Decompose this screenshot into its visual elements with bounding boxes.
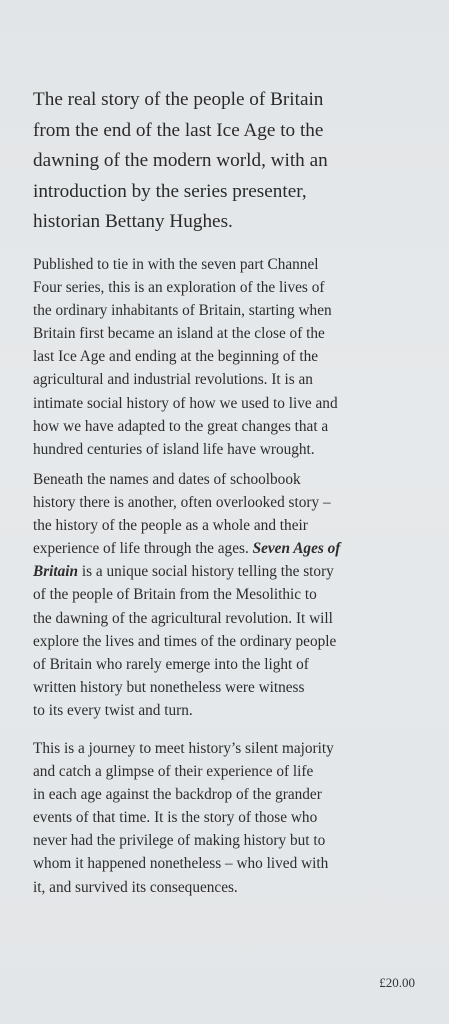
price-label: £20.00 [379, 975, 415, 990]
intro-blurb [33, 85, 433, 238]
text-line: how we have adapted to the great changes that a [33, 417, 329, 435]
text-line: never had the privilege of making history but to [33, 832, 326, 850]
text-line: This is a journey to meet history’s silent majority [33, 740, 334, 757]
text-line: it, and survived its consequences. [33, 878, 238, 896]
text-line: hundred centuries of island life have wrought. [33, 440, 315, 458]
intro-line: dawning of the modern world, with an [33, 150, 328, 171]
paragraph-social-history [33, 468, 433, 722]
text-line: and catch a glimpse of their experience of life [33, 763, 314, 781]
text-line: written history but nonetheless were witness [33, 678, 305, 696]
text-line: intimate social history of how we used to live and [33, 394, 338, 412]
text-line: last Ice Age and ending at the beginning of the [33, 348, 319, 366]
text-line [33, 560, 433, 583]
text-line: Britain first became an island at the close of the [33, 325, 325, 343]
text-line: history there is another, often overlooked story – [33, 494, 331, 512]
intro-line: The real story of the people of Britain [33, 89, 324, 110]
text-line: agricultural and industrial revolutions. It is an [33, 371, 313, 389]
paragraph-journey [33, 737, 433, 899]
text-line: of Britain who rarely emerge into the light of [33, 655, 309, 673]
text-line: the history of the people as a whole and their [33, 517, 308, 535]
text-line: events of that time. It is the story of those who [33, 809, 318, 827]
text-line: Published to tie in with the seven part Channel [33, 256, 319, 273]
intro-line: from the end of the last Ice Age to the [33, 119, 324, 141]
text-line: of the people of Britain from the Mesolithic to [33, 586, 317, 604]
text-line: explore the lives and times of the ordinary people [33, 632, 337, 650]
text-line: the ordinary inhabitants of Britain, starting when [33, 302, 332, 320]
book-title-emphasis: Seven Ages of [252, 540, 341, 558]
text-line: Four series, this is an exploration of the lives of [33, 279, 325, 297]
text-line: in each age against the backdrop of the grander [33, 786, 322, 804]
text-fragment: experience of life through the ages. [33, 540, 253, 558]
book-title-emphasis: Britain [33, 563, 79, 581]
text-line: to its every twist and turn. [33, 701, 193, 719]
text-line: whom it happened nonetheless – who lived with [33, 855, 329, 873]
text-line: Beneath the names and dates of schoolbook [33, 471, 301, 488]
intro-line: introduction by the series presenter, [33, 180, 307, 202]
text-fragment: is a unique social history telling the story [78, 563, 334, 581]
text-line: the dawning of the agricultural revolution. It will [33, 609, 333, 627]
paragraph-tie-in [33, 253, 433, 461]
intro-line: historian Bettany Hughes. [33, 211, 233, 232]
text-line [33, 537, 433, 560]
